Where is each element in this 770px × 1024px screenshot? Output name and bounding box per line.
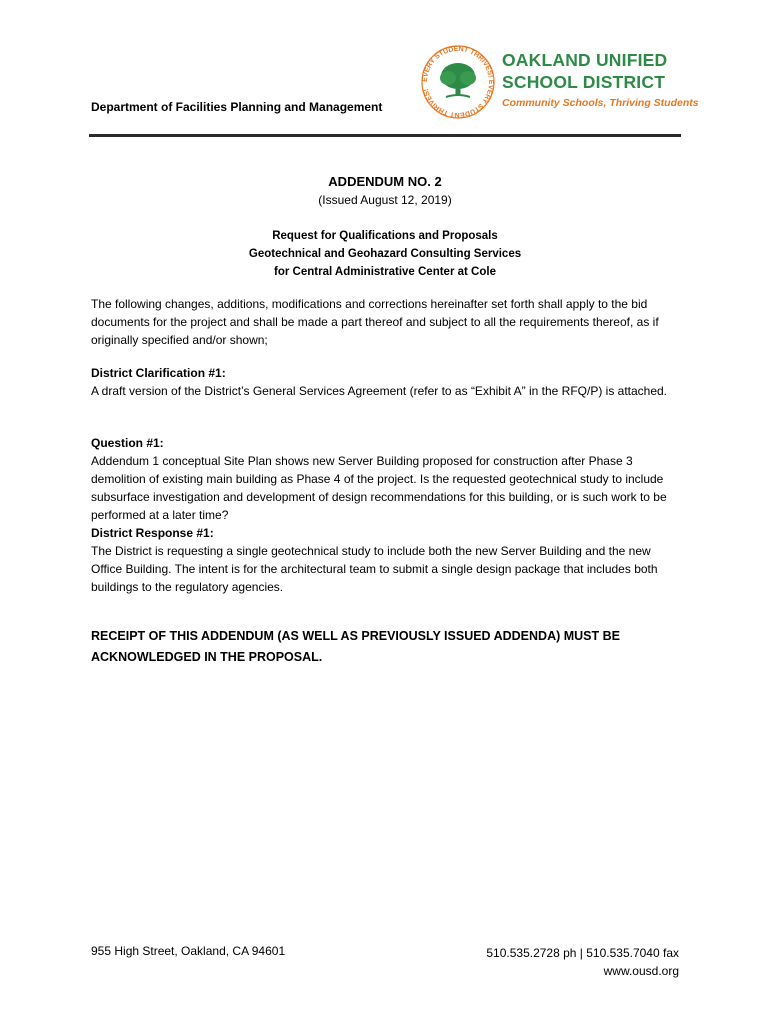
rfq-line-3: for Central Administrative Center at Cole [274,266,496,278]
clarification-heading: District Clarification #1: [91,366,226,380]
response-text: The District is requesting a single geotechnical study to include both the new Server Building and the new Office Building. The intent is for the architectural team to submit a single design package that includes both buildings to the regulatory agencies. [91,544,658,594]
question-text: Addendum 1 conceptual Site Plan shows new Server Building proposed for construction after Phase 3 demolition of existing main building as Phase 4 of the project. Is the requested geotechnical study to include subsurface investigation and development of design recommendations for this building, or is such work to be performed at a later time? [91,454,667,522]
clarification-text: A draft version of the District’s General Services Agreement (refer to as “Exhibit A” in the RFQ/P) is attached. [91,384,668,398]
question-section [91,434,683,596]
response-heading: District Response #1: [91,526,214,540]
district-logo [420,44,699,120]
tree-seal-icon [420,44,496,120]
rfq-line-1: Request for Qualifications and Proposals [272,230,498,242]
intro-paragraph [91,295,683,349]
logo-district-name-line1: OAKLAND UNIFIED [502,50,668,70]
footer-phone-fax: 510.535.2728 ph | 510.535.7040 fax [486,946,679,960]
rfq-line-2: Geotechnical and Geohazard Consulting Services [248,248,522,260]
department-name: Department of Facilities Planning and Management [91,100,383,114]
footer-address: 955 High Street, Oakland, CA 94601 [91,944,286,958]
clarification-section [91,364,683,400]
footer-website[interactable]: www.ousd.org [603,964,679,978]
logo-tagline: Community Schools, Thriving Students [502,97,699,109]
seal-text: EVERY STUDENT THRIVES! EVERY STUDENT THRIVES! [421,45,495,119]
addendum-title: ADDENDUM NO. 2 [328,174,442,189]
rfq-title-block [89,227,681,281]
footer-contact [486,944,679,980]
logo-district-name-line2: SCHOOL DISTRICT [502,72,666,92]
receipt-notice: RECEIPT OF THIS ADDENDUM (AS WELL AS PREVIOUSLY ISSUED ADDENDA) MUST BE ACKNOWLEDGED IN THE PROPOSAL. [91,629,620,664]
issued-date: (Issued August 12, 2019) [318,193,452,207]
question-heading: Question #1: [91,436,164,450]
header-divider [89,134,681,137]
intro-text: The following changes, additions, modifications and corrections hereinafter set forth shall apply to the bid documents for the project and shall be made a part thereof and subject to all the requirements thereof, as if originally specified and/or shown; [91,297,659,347]
